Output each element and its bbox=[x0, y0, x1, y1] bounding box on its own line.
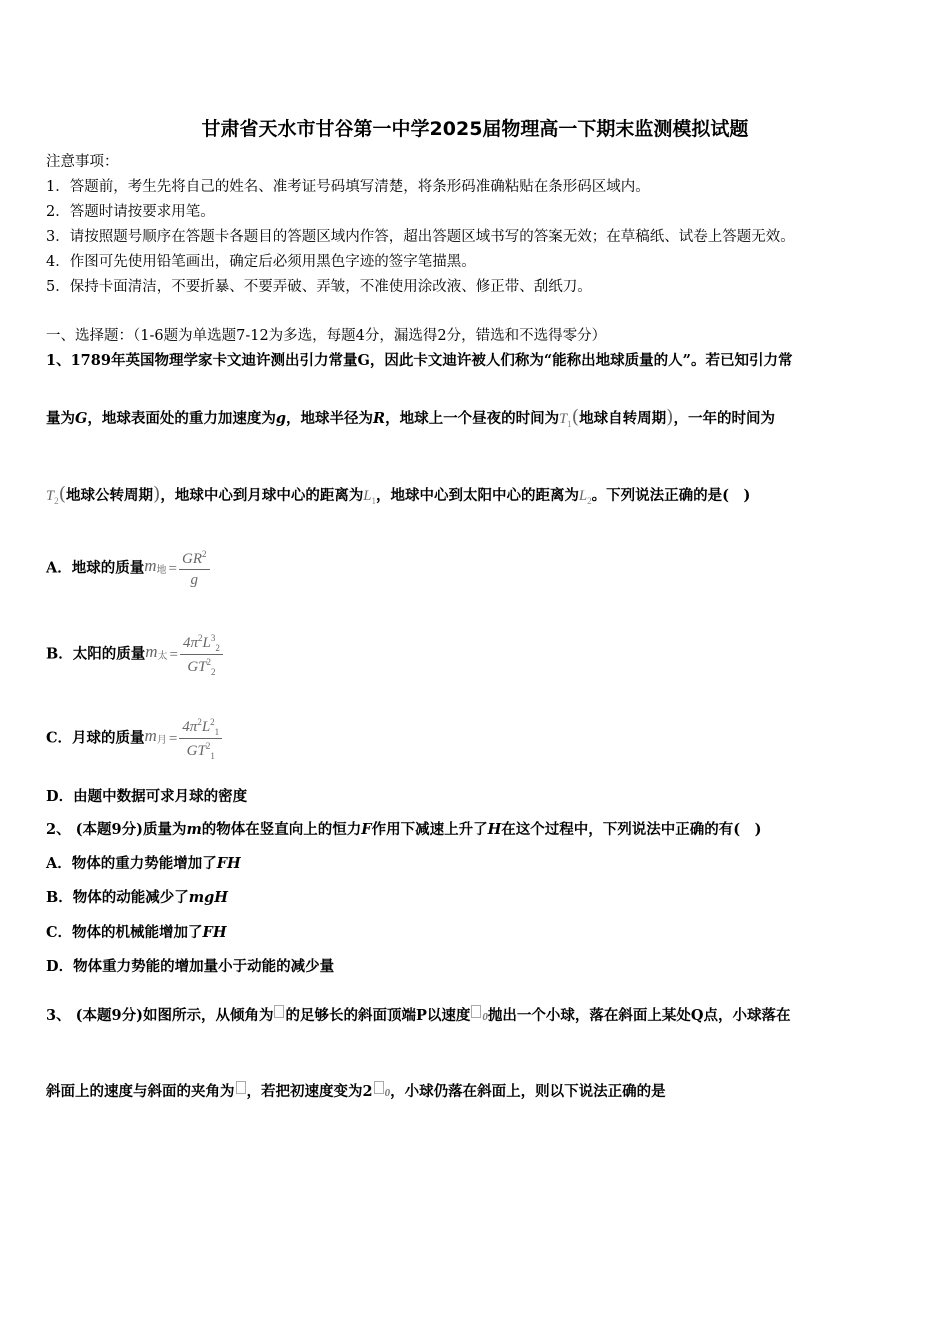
symbol-L2: $L_2$ bbox=[579, 488, 592, 506]
q1-stem-line3: $T_2$(地球公转周期)，地球中心到月球中心的距离为$L_1$，地球中心到太阳中心的距离为$L_2$。下列说法正确的是( ) bbox=[46, 483, 751, 506]
q2-option-b: B．物体的动能减少了mgH bbox=[46, 889, 228, 906]
notice-item-1: 1．答题前，考生先将自己的姓名、准考证号码填写清楚，将条形码准确粘贴在条形码区域内。 bbox=[46, 179, 650, 195]
q1-stem-line2: 量为G，地球表面处的重力加速度为g，地球半径为R，地球上一个昼夜的时间为$T_1$(地球自转周期)，一年的时间为 bbox=[46, 406, 776, 429]
formula-earth-mass: $\frac{GR^2}{g}$ bbox=[179, 549, 210, 589]
q2-option-c: C．物体的机械能增加了FH bbox=[46, 924, 227, 941]
q2-option-a: A．物体的重力势能增加了FH bbox=[46, 855, 241, 872]
symbol-T2: $T_2$ bbox=[46, 488, 59, 506]
q1-option-c: C．月球的质量m月 = $\frac{4\pi^2L^2_1}{GT^2_1}$ bbox=[46, 708, 222, 764]
q3-stem-line1: 3、 (本题9分)如图所示，从倾角为 的足够长的斜面顶端P以速度 0抛出一个小球，落在斜面上某处Q点，小球落在 bbox=[46, 1007, 791, 1024]
missing-glyph-alpha bbox=[236, 1081, 246, 1094]
q2-stem: 2、 (本题9分)质量为m的物体在竖直向上的恒力F作用下减速上升了H在这个过程中，下列说法中正确的有( ) bbox=[46, 821, 762, 838]
q1-option-a: A．地球的质量m地 = $\frac{GR^2}{g}$ bbox=[46, 540, 210, 592]
formula-sun-mass: $\frac{4\pi^2L^3_2}{GT^2_2}$ bbox=[180, 633, 223, 677]
formula-moon-mass: $\frac{4\pi^2L^2_1}{GT^2_1}$ bbox=[179, 717, 222, 761]
missing-glyph-v bbox=[471, 1005, 481, 1018]
q1-option-d: D．由题中数据可求月球的密度 bbox=[46, 788, 248, 805]
notice-item-5: 5．保持卡面清洁，不要折暴、不要弄破、弄皱，不准使用涂改液、修正带、刮纸刀。 bbox=[46, 279, 592, 295]
notice-item-3: 3．请按照题号顺序在答题卡各题目的答题区域内作答，超出答题区域书写的答案无效；在草稿纸、试卷上答题无效。 bbox=[46, 229, 795, 245]
page-title: 甘肃省天水市甘谷第一中学2025届物理高一下期末监测模拟试题 bbox=[201, 118, 749, 140]
q2-option-d: D．物体重力势能的增加量小于动能的减少量 bbox=[46, 958, 335, 975]
q1-stem-line1: 1、1789年英国物理学家卡文迪许测出引力常量G，因此卡文迪许被人们称为“能称出地球质量的人”。若已知引力常 bbox=[46, 352, 793, 369]
missing-glyph-v bbox=[374, 1081, 384, 1094]
section-heading: 一、选择题：（1-6题为单选题7-12为多选，每题4分，漏选得2分，错选和不选得零分） bbox=[46, 328, 607, 344]
missing-glyph-theta bbox=[274, 1005, 284, 1018]
notice-item-2: 2．答题时请按要求用笔。 bbox=[46, 204, 215, 220]
notice-item-4: 4．作图可先使用铅笔画出，确定后必须用黑色字迹的签字笔描黑。 bbox=[46, 254, 476, 270]
q3-stem-line2: 斜面上的速度与斜面的夹角为 ，若把初速度变为2 0，小球仍落在斜面上，则以下说法正确的是 bbox=[46, 1083, 666, 1100]
symbol-L1: $L_1$ bbox=[363, 488, 376, 506]
q1-option-b: B．太阳的质量m太 = $\frac{4\pi^2L^3_2}{GT^2_2}$ bbox=[46, 624, 223, 680]
symbol-T1: $T_1$ bbox=[559, 411, 572, 429]
notice-heading: 注意事项： bbox=[46, 154, 119, 170]
